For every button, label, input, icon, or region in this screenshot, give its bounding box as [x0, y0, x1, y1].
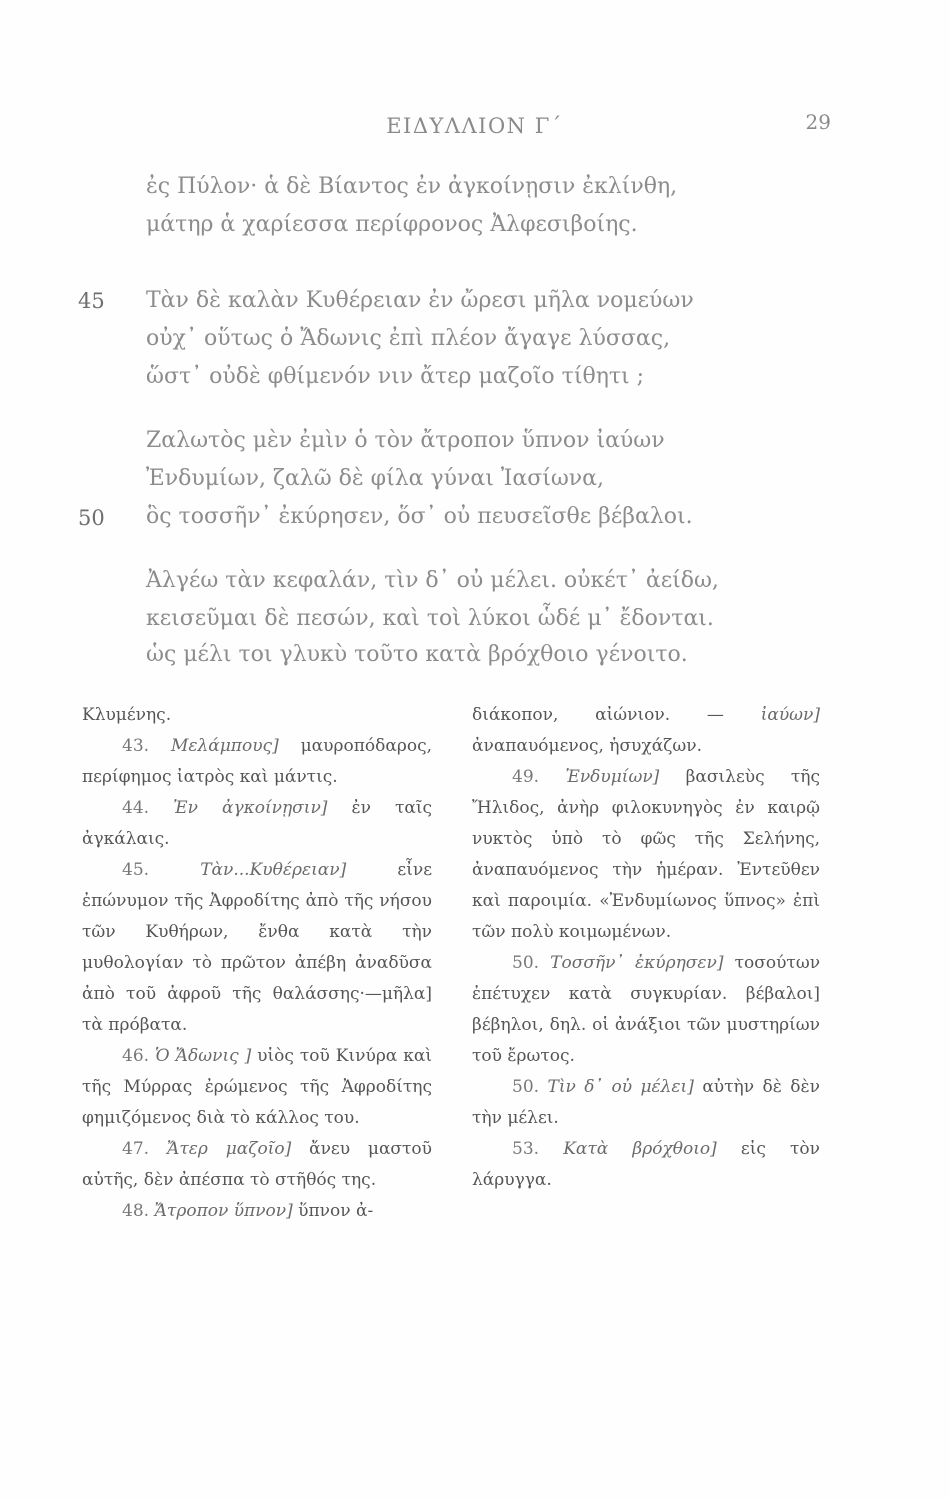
note-prefix: διάκοπον, αἰώνιον. —	[472, 705, 724, 725]
commentary-note	[82, 793, 432, 855]
verse-line: ἐς Πύλον· ἁ δὲ Βίαντος ἐν ἀγκοίνῃσιν ἐκλίνθη,	[146, 174, 678, 199]
note-lemma: Μελάμπους]	[170, 736, 279, 756]
note-lemma: Ἐνδυμίων]	[565, 767, 660, 787]
note-lemma: ἰαύων]	[760, 705, 820, 725]
note-body: ἀναπαυόμενος, ἡσυχάζων.	[472, 736, 702, 756]
note-body: τοσούτων ἐπέτυχεν κατὰ συγκυρίαν. βέβαλοι] βέβηλοι, δηλ. οἱ ἀνάξιοι τῶν μυστηρίων τοῦ ἔρωτος.	[472, 953, 821, 1066]
note-lemma: Τοσσῆν᾽ ἐκύρησεν]	[550, 953, 724, 973]
page-number: 29	[805, 110, 831, 134]
note-number: 50.	[512, 953, 540, 973]
verse-line: ὡς μέλι τοι γλυκὺ τοῦτο κατὰ βρόχθοιο γένοιτο.	[146, 642, 688, 667]
running-title: ΕΙΔΥΛΛΙΟΝ Γ΄	[386, 114, 563, 138]
line-number: 50	[78, 506, 105, 530]
note-body: υἱὸς τοῦ Κινύρα καὶ τῆς Μύρρας ἐρώμενος τῆς Ἀφροδίτης φημιζόμενος διὰ τὸ κάλλος του.	[82, 1046, 432, 1128]
note-number: 48.	[122, 1201, 150, 1221]
commentary-note	[82, 700, 432, 731]
note-body: βασιλεὺς τῆς Ἤλιδος, ἀνὴρ φιλοκυνηγὸς ἐν καιρῷ νυκτὸς ὑπὸ τὸ φῶς τῆς Σελήνης, ἀναπαυόμενος τὴν ἡμέραν. Ἐντεῦθεν καὶ παροιμία. «Ἐνδυμίωνος ὕπνος» ἐπὶ τῶν πολὺ κοιμωμένων.	[472, 767, 821, 942]
note-lemma: Τὶν δ᾽ οὐ μέλει]	[547, 1077, 694, 1097]
commentary-note	[472, 700, 820, 762]
note-number: 45.	[122, 860, 150, 880]
verse-line: κεισεῦμαι δὲ πεσών, καὶ τοὶ λύκοι ὧδέ μ᾽ ἔδονται.	[146, 606, 714, 631]
note-number: 47.	[122, 1139, 150, 1159]
note-number: 44.	[122, 798, 150, 818]
commentary-note	[82, 1196, 432, 1227]
commentary-note	[82, 731, 432, 793]
commentary-note	[82, 1041, 432, 1134]
note-prefix: Κλυμένης.	[82, 705, 172, 725]
note-number: 50.	[512, 1077, 540, 1097]
verse-line: Ἀλγέω τὰν κεφαλάν, τὶν δ᾽ οὐ μέλει. οὐκέτ᾽ ἀείδω,	[146, 568, 719, 593]
commentary-note	[82, 855, 432, 1041]
commentary-note	[472, 762, 820, 948]
verse-line: Τὰν δὲ καλὰν Κυθέρειαν ἐν ὤρεσι μῆλα νομεύων	[146, 288, 694, 313]
note-lemma: Κατὰ βρόχθοιο]	[563, 1139, 717, 1159]
commentary-note	[472, 1072, 820, 1134]
note-body: εἶνε ἐπώνυμον τῆς Ἀφροδίτης ἀπὸ τῆς νήσου τῶν Κυθήρων, ἔνθα κατὰ τὴν μυθολογίαν τὸ πρῶτον ἀπέβη ἀναδῦσα ἀπὸ τοῦ ἀφροῦ τῆς θαλάσσης·—μῆλα] τὰ πρόβατα.	[82, 860, 433, 1035]
note-number: 43.	[122, 736, 150, 756]
note-lemma: Τὰν...Κυθέρειαν]	[200, 860, 347, 880]
note-lemma: Ὁ Ἄδωνις ]	[155, 1046, 252, 1066]
note-number: 49.	[512, 767, 540, 787]
commentary-note	[472, 1134, 820, 1196]
note-number: 46.	[122, 1046, 150, 1066]
commentary-left-column	[82, 700, 432, 1227]
note-body: ἄνευ μαστοῦ αὐτῆς, δὲν ἀπέσπα τὸ στῆθός της.	[82, 1139, 432, 1190]
note-lemma: Ἄτροπον ὕπνον]	[154, 1201, 293, 1221]
verse-line: ὥστ᾽ οὐδὲ φθίμενόν νιν ἄτερ μαζοῖο τίθητι ;	[146, 364, 645, 389]
note-body: ὕπνον ἀ-	[298, 1201, 374, 1221]
note-number: 53.	[512, 1139, 540, 1159]
note-body: αὐτὴν δὲ δὲν τὴν μέλει.	[472, 1077, 820, 1128]
verse-line: μάτηρ ἁ χαρίεσσα περίφρονος Ἀλφεσιβοίης.	[146, 212, 638, 237]
note-body: μαυρoπόδαρος, περίφημος ἰατρὸς καὶ μάντις.	[82, 736, 432, 787]
note-body: εἰς τὸν λάρυγγα.	[472, 1139, 820, 1190]
verse-line: ὃς τοσσῆν᾽ ἐκύρησεν, ὅσ᾽ οὐ πευσεῖσθε βέβαλοι.	[146, 504, 693, 529]
note-lemma: Ἐν ἀγκοίνῃσιν]	[173, 798, 328, 818]
commentary-note	[82, 1134, 432, 1196]
line-number: 45	[78, 289, 105, 313]
verse-line: οὐχ᾽ οὕτως ὁ Ἄδωνις ἐπὶ πλέον ἄγαγε λύσσας,	[146, 326, 671, 351]
verse-line: Ζαλωτὸς μὲν ἐμὶν ὁ τὸν ἄτροπον ὕπνον ἰαύων	[146, 428, 665, 453]
commentary-right-column	[472, 700, 820, 1196]
commentary-note	[472, 948, 820, 1072]
note-body: ἐν ταῖς ἀγκάλαις.	[82, 798, 433, 849]
verse-line: Ἐνδυμίων, ζαλῶ δὲ φίλα γύναι Ἰασίωνα,	[146, 466, 605, 491]
note-lemma: Ἄτερ μαζοῖο]	[166, 1139, 292, 1159]
